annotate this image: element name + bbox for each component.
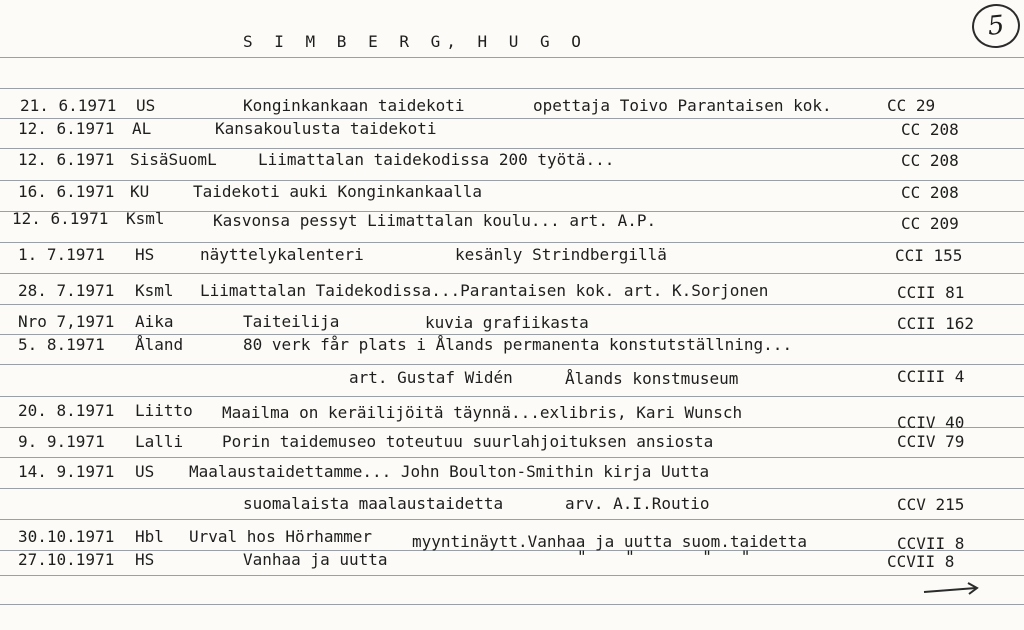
rule-line [0, 304, 1024, 305]
rule-line [0, 427, 1024, 428]
entry-source: AL [132, 119, 152, 138]
entry-source: US [136, 96, 156, 115]
entry-source: Ksml [126, 209, 165, 228]
entry-date: 28. 7.1971 [18, 281, 115, 300]
entry-source: HS [135, 550, 155, 569]
entry-date: 14. 9.1971 [18, 462, 115, 481]
entry-ref: CCVII 8 [897, 534, 965, 553]
page-number-circle: 5 [970, 2, 1022, 51]
entry-date: 16. 6.1971 [18, 182, 115, 201]
entry-source: US [135, 462, 155, 481]
entry-text-secondary: opettaja Toivo Parantaisen kok. [533, 96, 832, 115]
entry-source: Lalli [135, 432, 184, 451]
entry-source: Åland [135, 335, 184, 354]
entry-ref: CC 208 [901, 120, 959, 139]
entry-date: 20. 8.1971 [18, 401, 115, 420]
entry-source: Hbl [135, 527, 164, 546]
entry-date: 12. 6.1971 [12, 209, 109, 228]
entry-ref: CCIV 79 [897, 432, 965, 451]
entry-date: 12. 6.1971 [18, 150, 115, 169]
entry-text-secondary: kesänly Strindbergillä [455, 245, 667, 264]
rule-line [0, 519, 1024, 520]
entry-text: Kansakoulusta taidekoti [215, 119, 437, 138]
entry-text: art. Gustaf Widén [349, 368, 513, 387]
entry-date: 21. 6.1971 [20, 96, 117, 115]
entry-ref: CC 209 [901, 214, 959, 233]
entry-ref: CC 29 [887, 96, 936, 115]
entry-text: Maailma on keräilijöitä täynnä...exlibris, Kari Wunsch [222, 403, 743, 422]
entry-text-secondary: myyntinäytt.Vanhaa ja uutta suom.taidetta [412, 532, 807, 551]
entry-date: 1. 7.1971 [18, 245, 105, 264]
continuation-arrow-icon [922, 580, 982, 600]
entry-date: 27.10.1971 [18, 550, 115, 569]
entry-source: KU [130, 182, 150, 201]
rule-line [0, 457, 1024, 458]
entry-text: Urval hos Hörhammer [189, 527, 373, 546]
rule-line [0, 88, 1024, 89]
entry-date: 5. 8.1971 [18, 335, 105, 354]
entry-ref: CCV 215 [897, 495, 965, 514]
rule-line [0, 364, 1024, 365]
entry-ref: CCVII 8 [887, 552, 955, 571]
entry-text: Konginkankaan taidekoti [243, 96, 465, 115]
entry-text: Maalaustaidettamme... John Boulton-Smithin kirja Uutta [189, 462, 710, 481]
rule-line [0, 118, 1024, 119]
entry-text-secondary: " " " " [577, 547, 751, 566]
entry-text: näyttelykalenteri [200, 245, 364, 264]
rule-line [0, 575, 1024, 576]
rule-line [0, 396, 1024, 397]
rule-line [0, 242, 1024, 243]
entry-ref: CCIII 4 [897, 367, 965, 386]
rule-line [0, 148, 1024, 149]
card-title: S I M B E R G, H U G O [243, 32, 587, 51]
entry-ref: CCII 162 [897, 314, 975, 333]
entry-source: SisäSuomL [130, 150, 217, 169]
entry-text-secondary: Ålands konstmuseum [565, 369, 739, 388]
entry-text: Kasvonsa pessyt Liimattalan koulu... art. A.P. [213, 211, 657, 230]
entry-text: Liimattalan Taidekodissa...Parantaisen kok. art. K.Sorjonen [200, 281, 769, 300]
entry-ref: CC 208 [901, 183, 959, 202]
entry-source: Ksml [135, 281, 174, 300]
rule-line [0, 273, 1024, 274]
entry-date: 12. 6.1971 [18, 119, 115, 138]
entry-text: Liimattalan taidekodissa 200 työtä... [258, 150, 615, 169]
entry-date: 9. 9.1971 [18, 432, 105, 451]
entry-text: Taidekoti auki Konginkankaalla [193, 182, 482, 201]
entry-text: Porin taidemuseo toteutuu suurlahjoituksen ansiosta [222, 432, 714, 451]
entry-source: HS [135, 245, 155, 264]
entry-ref: CC 208 [901, 151, 959, 170]
entry-ref: CCII 81 [897, 283, 965, 302]
entry-text: Taiteilija [243, 312, 340, 331]
entry-text-secondary: kuvia grafiikasta [425, 313, 589, 332]
entry-date: 30.10.1971 [18, 527, 115, 546]
entry-text: Vanhaa ja uutta [243, 550, 388, 569]
rule-line [0, 57, 1024, 58]
rule-line [0, 604, 1024, 605]
entry-ref: CCI 155 [895, 246, 963, 265]
rule-line [0, 180, 1024, 181]
entry-date: Nro 7,1971 [18, 312, 115, 331]
entry-source: Aika [135, 312, 174, 331]
entry-text-secondary: arv. A.I.Routio [565, 494, 710, 513]
entry-text: suomalaista maalaustaidetta [243, 494, 504, 513]
entry-source: Liitto [135, 401, 193, 420]
rule-line [0, 488, 1024, 489]
entry-text: 80 verk får plats i Ålands permanenta konstutställning... [243, 335, 793, 354]
entry-ref: CCIV 40 [897, 413, 965, 432]
